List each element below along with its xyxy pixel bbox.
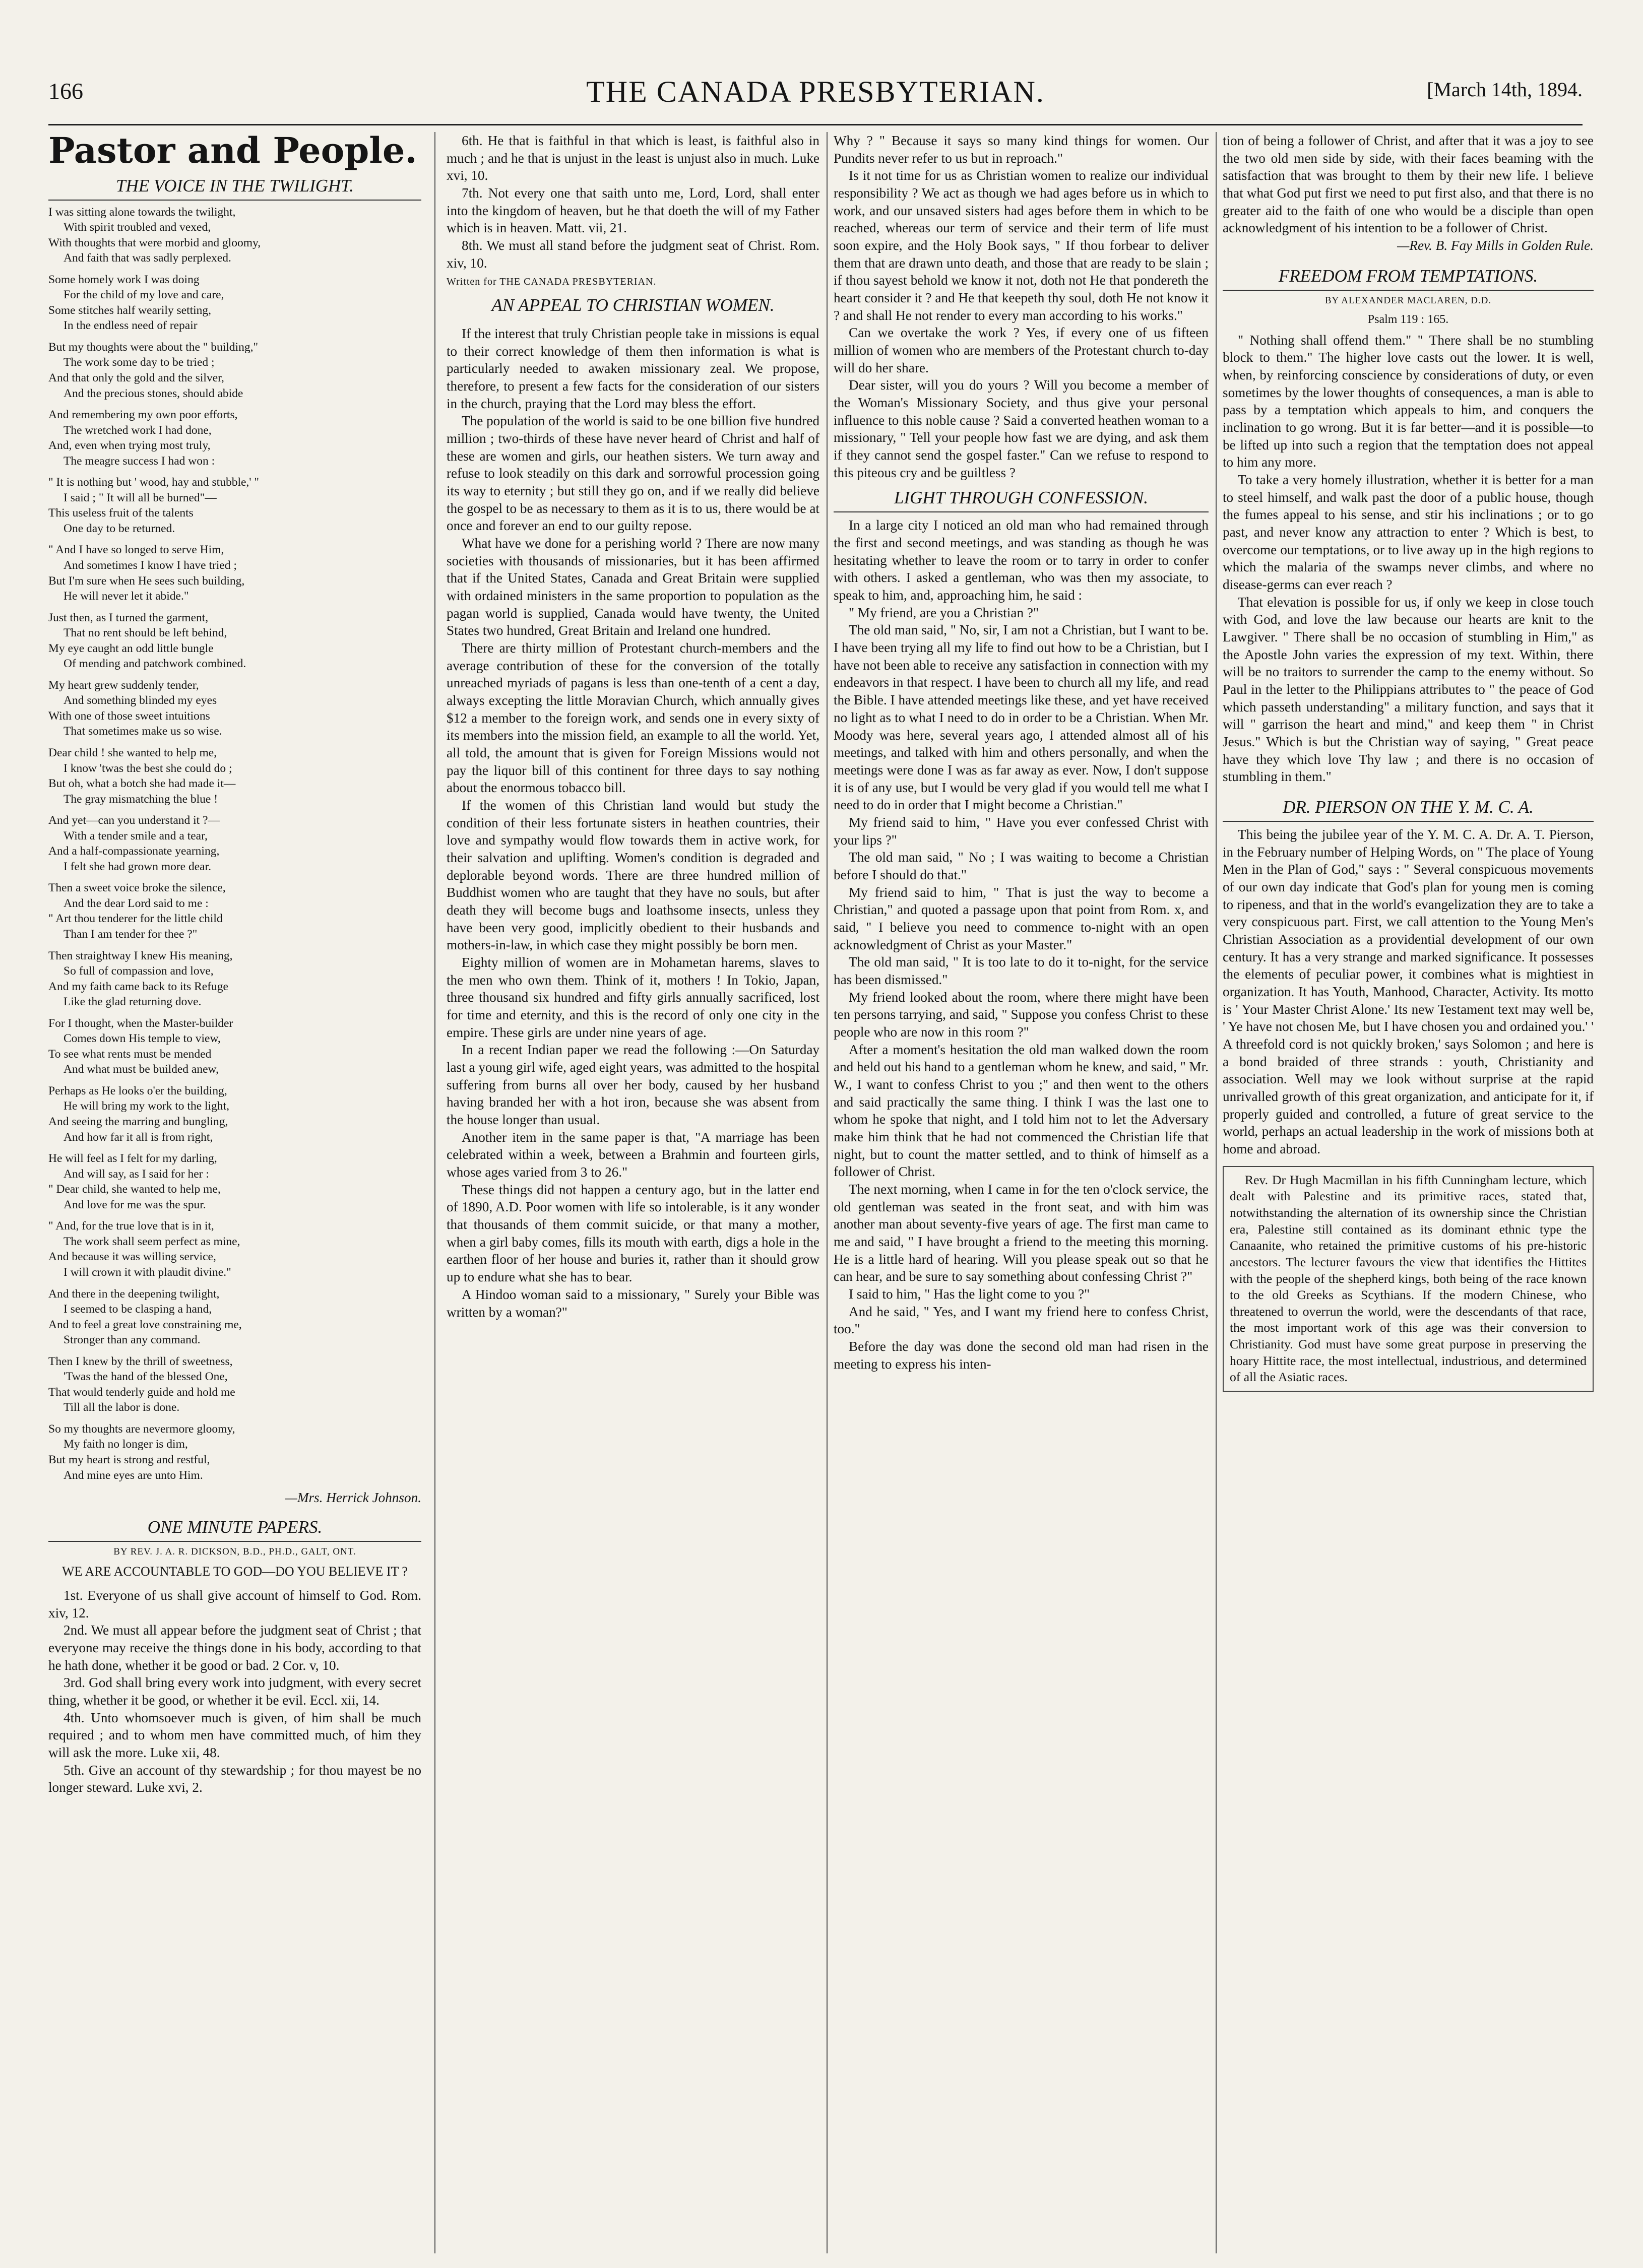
column-3 (834, 132, 1209, 2256)
poem-line: Till all the labor is done. (64, 1401, 180, 1414)
poem-line: And the dear Lord said to me : (64, 896, 209, 910)
poem-line: And my faith came back to its Refuge (48, 980, 228, 993)
column-1 (48, 132, 421, 2256)
papers-title: ONE MINUTE PAPERS. (48, 1517, 421, 1542)
paragraph: That elevation is possible for us, if only we keep in close touch with God, and love the law because our hearts are knit to the Lawgiver. " There shall be no occasion of stumbling in Him," as the Apostle John varies the expression of my text. Within, there will be no traitors to surrender the camp to the enemy without. So Paul in the letter to the Philippians attributes to " the peace of God which passeth understanding" a military function, and says that it will " garrison the heart and mind," and keep them " in Christ Jesus." Which is but the Christian way of saying, " Great peace have they which love Thy law ; and there is no occasion of stumbling in them." (1223, 594, 1594, 785)
poem-line: Then I knew by the thrill of sweetness, (48, 1354, 233, 1368)
poem-line: Then a sweet voice broke the silence, (48, 881, 226, 895)
paragraph: This being the jubilee year of the Y. M. C. A. Dr. A. T. Pierson, in the February number of Helping Words, on " The place of Young Men in the Plan of God," says : " Several conspicuous movements of our own day indicate that God's plan for young men is coming to ripeness, and that in the world's evangelization they are to take a very conspicuous part. First, we call attention to the Young Men's Christian Association as a providential development of our own century. It has a very strange and marked significance. It possesses the elements of peculiar power, it combines what is mightiest in organization. It has Youth, Manhood, Character, Activity. Its motto is ' Your Master Christ Alone.' Its new Testament text may well be, ' Ye have not chosen Me, but I have chosen you and ordained you.' ' A threefold cord is not quickly broken,' says Solomon ; and here is a bond braided of three strands : youth, Christianity and association. Well may we look without surprise at the rapid unrivalled growth of this great organization, and anticipate for it, if properly guided and controlled, a future of great service to the world, perhaps an actual leadership in the work of missions both at home and abroad. (1223, 826, 1594, 1157)
psalm-reference: Psalm 119 : 165. (1367, 312, 1449, 326)
poem-line: For the child of my love and care, (64, 288, 224, 302)
paragraph: And he said, " Yes, and I want my friend here to confess Christ, too." (834, 1304, 1209, 1337)
poem (48, 205, 421, 1483)
poem-line: I felt she had grown more dear. (64, 860, 211, 873)
poem-line: That sometimes make us so wise. (64, 725, 222, 738)
stanza (48, 948, 421, 1010)
poem-line: So full of compassion and love, (64, 964, 214, 978)
pierson-title: DR. PIERSON ON THE Y. M. C. A. (1223, 797, 1594, 822)
paragraph: 7th. Not every one that saith unto me, Lord, Lord, shall enter into the kingdom of heaven, but he that doeth the will of my Father which is in heaven. Matt. vii, 21. (447, 185, 819, 236)
stanza (48, 1083, 421, 1145)
appeal-title: AN APPEAL TO CHRISTIAN WOMEN. (491, 295, 775, 315)
paragraph: There are thirty million of Protestant church-members and the average contribution of these for the conversion of the totally unreached myriads of pagans is less than one-tenth of a cent a day, always excepting the little Moravian Church, which annually gives $12 a member to the foreign work, and sends one in every sixty of its members into the mission field, an example to all the world. Yet, all told, the amount that is given for Foreign Missions would not pay the liquor bill of this continent for three days to say nothing about the enormous tobacco bill. (447, 640, 819, 796)
stanza (48, 610, 421, 672)
macmillan-box (1223, 1166, 1594, 1392)
poem-line: 'Twas the hand of the blessed One, (64, 1370, 228, 1384)
poem-line: And a half-compassionate yearning, (48, 845, 220, 858)
stanza (48, 813, 421, 874)
poem-line: And how far it all is from right, (64, 1130, 213, 1144)
paragraph: These things did not happen a century ago, but in the latter end of 1890, A.D. Poor women with life so intolerable, is it any wonder that thousands of them commit suicide, or that many a mother, when a girl baby comes, fills its mouth with earth, digs a hole in the earthen floor of her house and buries it, rather than it should grow up to endure what she has to bear. (447, 1182, 819, 1285)
poem-line: And seeing the marring and bungling, (48, 1115, 228, 1129)
paragraph: The next morning, when I came in for the ten o'clock service, the old gentleman was seated in the front seat, and with him was another man about seventy-five years of age. The first man came to me and said, " I have brought a friend to the meeting this morning. He is a little hard of hearing. Will you please speak out so that he can hear, and be sure to say something about confessing Christ ?" (834, 1181, 1209, 1284)
poem-line: So my thoughts are nevermore gloomy, (48, 1422, 235, 1436)
poem-line: " And, for the true love that is in it, (48, 1219, 214, 1233)
stanza (48, 1286, 421, 1348)
poem-line: My faith no longer is dim, (64, 1438, 188, 1451)
poem-signature: —Mrs. Herrick Johnson. (285, 1490, 421, 1506)
papers-caption: WE ARE ACCOUNTABLE TO GOD—DO YOU BELIEVE IT ? (62, 1564, 408, 1579)
poem-line: But I'm sure when He sees such building, (48, 574, 245, 588)
issue-date: [March 14th, 1894. (1427, 78, 1583, 101)
poem-line: With thoughts that were morbid and gloomy, (48, 236, 261, 249)
poem-line: But my thoughts were about the " building," (48, 340, 259, 354)
paragraph: Can we overtake the work ? Yes, if every one of us fifteen million of women who are members of the Protestant church to-day will do her share. (834, 325, 1209, 375)
poem-line: That would tenderly guide and hold me (48, 1385, 235, 1399)
stanza (48, 205, 421, 266)
paragraph: In a recent Indian paper we read the following :—On Saturday last a young girl wife, aged eight years, was admitted to the hospital suffering from burns all over her body, caused by her husband having branded her with a hot iron, because she was absent from the house longer than usual. (447, 1042, 819, 1128)
poem-line: And what must be builded anew, (64, 1063, 219, 1076)
stanza (48, 1016, 421, 1077)
paragraph: 2nd. We must all appear before the judgment seat of Christ ; that everyone may receive the things done in his body, according to that he hath done, whether it be good or bad. 2 Cor. v, 10. (48, 1623, 421, 1673)
newspaper-title: THE CANADA PRESBYTERIAN. (586, 75, 1045, 108)
column-divider (434, 132, 435, 2253)
paragraph: The population of the world is said to be one billion five hundred million ; two-thirds of these have never heard of Christ and half of these are women and girls, our heathen sisters. We turn away and refuse to look steadily on this dark and sorrowful procession going its way to eternity ; but still they go on, and if we really did believe the gospel to be as necessary to them as it is to us, there would be at once and forever an end to our guilty repose. (447, 413, 819, 534)
freedom-byline: BY ALEXANDER MACLAREN, D.D. (1324, 295, 1492, 306)
department-heading: Pastor and People. (48, 132, 417, 171)
paragraph: 8th. We must all stand before the judgment seat of Christ. Rom. xiv, 10. (447, 238, 819, 271)
poem-line: And something blinded my eyes (64, 694, 217, 707)
paragraph: My friend said to him, " That is just the way to become a Christian," and quoted a passage upon that point from Rom. x, and said, " I believe you need to commence to-night with an open acknowledgment of Christ as your Master." (834, 884, 1209, 952)
paragraph: Why ? " Because it says so many kind things for women. Our Pundits never refer to us but in reproach." (834, 133, 1209, 166)
stanza (48, 745, 421, 807)
poem-line: I seemed to be clasping a hand, (64, 1303, 212, 1316)
papers-list (48, 1587, 421, 1796)
poem-line: And the precious stones, should abide (64, 386, 243, 400)
poem-line: One day to be returned. (64, 522, 175, 535)
poem-line: I was sitting alone towards the twilight, (48, 205, 236, 219)
poem-line: But my heart is strong and restful, (48, 1453, 210, 1466)
poem-line: Of mending and patchwork combined. (64, 657, 246, 671)
poem-line: That no rent should be left behind, (64, 626, 227, 640)
paragraph: tion of being a follower of Christ, and after that it was a joy to see the two old men side by side, with their faces beaming with the satisfaction that was brought to them by their new life. I believe that what God put first we need to put first also, and that there is no greater aid to the faith of one who would be a disciple than open acknowledgment of his intention to be a follower of Christ. (1223, 133, 1594, 236)
poem-line: In the endless need of repair (64, 319, 198, 333)
paragraph: If the women of this Christian land would but study the condition of their less fortunate sisters in heathen countries, their love and sympathy would flow towards them in active work, for their salvation and uplifting. Women's condition is degraded and deplorable beyond words. There are three hundred million of Buddhist women who are taught that they have no souls, but after death they will become bugs and loathsome insects, unless they have been very good, implicitly obedient to their husbands and mothers-in-law, in which case they might possibly be born men. (447, 798, 819, 953)
poem-line: I know 'twas the best she could do ; (64, 761, 232, 775)
poem-line: Dear child ! she wanted to help me, (48, 746, 217, 759)
poem-line: And because it was willing service, (48, 1250, 216, 1264)
paragraph: My friend looked about the room, where there might have been ten persons tarrying, and said, " Suppose you confess Christ to these people who are now in this room ?" (834, 989, 1209, 1040)
paragraph: The old man said, " No ; I was waiting to become a Christian before I should do that." (834, 850, 1209, 882)
paragraph: 6th. He that is faithful in that which is least, is faithful also in much ; and he that is unjust in the least is unjust also in much. Luke xvi, 10. (447, 133, 819, 183)
paragraph: The old man said, " It is too late to do it to-night, for the service has been dismissed." (834, 954, 1209, 987)
paragraph: To take a very homely illustration, whether it is better for a man to steel himself, and walk past the door of a public house, though the fumes appeal to his sense, and stir his inclinations ; or to go past, and never know any attraction to enter ? Which is best, to overcome our temptations, or to live away up in the high regions to which the malaria of the swamps never climbs, and where no disease-germs can ever reach ? (1223, 472, 1594, 592)
paragraph: The old man said, " No, sir, I am not a Christian, but I want to be. I have been trying all my life to find out how to be a Christian, but I have not been able to receive any satisfaction in connection with my endeavors in that respect. I have been to church all my life, and read the Bible. I have attended meetings like these, and yet have received no light as to what I need to do in order to be a Christian. When Mr. Moody was here, several years ago, I attended almost all of his meetings, and talked with him and others personally, and when the meetings were done I was as far away as ever. Now, I don't suppose it is of any use, but I would be very glad if you would tell me what I need to do in order that I might become a Christian." (834, 622, 1209, 813)
poem-line: With one of those sweet intuitions (48, 709, 210, 723)
masthead-rule (48, 124, 1583, 125)
stanza (48, 407, 421, 469)
column-divider (827, 132, 828, 2253)
poem-line: This useless fruit of the talents (48, 506, 194, 520)
paragraph: If the interest that truly Christian people take in missions is equal to their correct knowledge of them then information is what is particularly needed to awaken missionary zeal. We propose, therefore, to present a few facts for the consideration of our sisters in the church, praying that the Lord may bless the effort. (447, 326, 819, 411)
paragraph: Eighty million of women are in Mohametan harems, slaves to the men who own them. Think of it, mothers ! In Tokio, Japan, three thousand six hundred and fifty girls annually sacrificed, lost for time and eternity, and this is the record of only one city in the empire. These girls are under nine years of age. (447, 955, 819, 1040)
poem-line: And remembering my own poor efforts, (48, 408, 238, 422)
stanza (48, 678, 421, 739)
paragraph: 1st. Everyone of us shall give account of himself to God. Rom. xiv, 12. (48, 1588, 421, 1621)
article-signature: —Rev. B. Fay Mills in Golden Rule. (1397, 238, 1594, 253)
stanza (48, 475, 421, 536)
poem-line: The work shall seem perfect as mine, (64, 1235, 240, 1248)
poem-line: I will crown it with plaudit divine." (64, 1265, 231, 1279)
poem-line: He will never let it abide." (64, 590, 189, 603)
poem-line: For I thought, when the Master-builder (48, 1016, 233, 1030)
poem-line: Then straightway I knew His meaning, (48, 949, 233, 962)
stanza (48, 272, 421, 334)
masthead (48, 75, 1583, 120)
paragraph: 4th. Unto whomsoever much is given, of him shall be much required ; and to whom men have committed much, of him they will ask the more. Luke xii, 48. (48, 1710, 421, 1761)
column-divider (1216, 132, 1217, 2253)
poem-line: And, even when trying most truly, (48, 439, 211, 452)
poem-line: Than I am tender for thee ?" (64, 928, 198, 941)
poem-line: Comes down His temple to view, (64, 1032, 221, 1046)
poem-line: Some stitches half wearily setting, (48, 303, 212, 317)
poem-line: Some homely work I was doing (48, 273, 200, 286)
poem-line: Stronger than any command. (64, 1333, 201, 1347)
paragraph: Is it not time for us as Christian women to realize our individual responsibility ? We act as though we had ages before us in which to work, and our unsaved sisters had ages before them in which to be reached, whereas our term of service and their term of life must soon expire, and the Holy Book says, " If thou forbear to deliver them that are drawn unto death, and those that are ready to be slain ; if thou sayest behold we know it not, doth not He that pondereth the heart consider it ? and He that keepeth thy soul, doth He not know it ? and shall He not render to every man according to his works." (834, 168, 1209, 323)
paragraph: In a large city I noticed an old man who had remained through the first and second meetings, and was standing as though he was hesitating whether to leave the room or to tarry in order to confer with others. I asked a gentleman, who was then my associate, to speak to him, and, approaching him, he said : (834, 517, 1209, 603)
papers-byline: BY REV. J. A. R. DICKSON, B.D., PH.D., GALT, ONT. (113, 1546, 356, 1557)
stanza (48, 1354, 421, 1415)
poem-line: With spirit troubled and vexed, (64, 221, 211, 234)
paragraph: I said to him, " Has the light come to you ?" (849, 1286, 1090, 1302)
stanza (48, 542, 421, 604)
stanza (48, 1218, 421, 1280)
poem-line: With a tender smile and a tear, (64, 829, 208, 843)
paragraph: 3rd. God shall bring every work into judgment, with every secret thing, whether it be good, or whether it be evil. Eccl. xii, 14. (48, 1675, 421, 1708)
poem-line: And to feel a great love constraining me, (48, 1318, 242, 1331)
stanza (48, 1421, 421, 1483)
column-4 (1223, 132, 1594, 2256)
poem-line: But oh, what a botch she had made it— (48, 777, 236, 791)
poem-line: " Art thou tenderer for the little child (48, 912, 223, 926)
poem-line: " It is nothing but ' wood, hay and stubble,' " (48, 476, 259, 489)
poem-line: He will bring my work to the light, (64, 1099, 229, 1113)
column-2 (447, 132, 819, 2256)
poem-line: And faith that was sadly perplexed. (64, 251, 231, 265)
poem-line: Like the glad returning dove. (64, 995, 202, 1009)
poem-line: And love for me was the spur. (64, 1198, 206, 1211)
poem-line: " Dear child, she wanted to help me, (48, 1183, 221, 1196)
poem-line: My eye caught an odd little bungle (48, 641, 214, 655)
poem-line: And sometimes I know I have tried ; (64, 558, 237, 572)
poem-line: And mine eyes are unto Him. (64, 1468, 203, 1482)
paragraph: Rev. Dr Hugh Macmillan in his fifth Cunningham lecture, which dealt with Palestine and its primitive races, stated that, notwithstanding the alternation of its ownership since the Christian era, Palestine still contained as its dominant ethnic type the Canaanite, who retained the primitive customs of his pre-historic ancestors. The lecturer favours the view that identifies the Hittites with the people of the shepherd kings, both being of the race known to the old Greeks as Scythians. If the modern Chinese, who threatened to overrun the world, were the descendants of that race, the most important work of this age was their conversion to Christianity. God must have some great purpose in preserving the hoary Hittite race, the most intellectual, industrious, and determined of all the Asiatic races. (1230, 1172, 1587, 1385)
poem-line: My heart grew suddenly tender, (48, 678, 199, 692)
stanza (48, 1151, 421, 1212)
poem-line: Just then, as I turned the garment, (48, 611, 209, 624)
poem-title: THE VOICE IN THE TWILIGHT. (48, 175, 421, 201)
poem-line: And that only the gold and the silver, (48, 371, 224, 384)
paragraph: Before the day was done the second old man had risen in the meeting to express his inten- (834, 1339, 1209, 1372)
paragraph: My friend said to him, " Have you ever confessed Christ with your lips ?" (834, 814, 1209, 848)
paragraph: After a moment's hesitation the old man walked down the room and held out his hand to a gentleman whom he knew, and said, " Mr. W., I want to confess Christ to you ;" and then went to the others and said practically the same thing. I think I was the last one to whom he spoke that night, and I told him not to let the Adversary make him think that he had not commenced the Christian life that night, but to count the matter settled, and to think of himself as a follower of Christ. (834, 1042, 1209, 1180)
poem-line: " And I have so longed to serve Him, (48, 543, 224, 557)
paragraph: What have we done for a perishing world ? There are now many societies with thousands of missionaries, but it has been affirmed that if the United States, Canada and Great Britain were supplied with ordained ministers in the same proportion to population as the pagan world is supplied, Canada would have twenty, the United States two hundred, Great Britain and Ireland one hundred. (447, 535, 819, 638)
poem-line: And there in the deepening twilight, (48, 1287, 220, 1301)
page-number: 166 (48, 78, 83, 104)
light-title: LIGHT THROUGH CONFESSION. (834, 487, 1209, 512)
poem-line: I said ; " It will all be burned"— (64, 491, 217, 504)
poem-line: To see what rents must be mended (48, 1047, 212, 1061)
poem-line: He will feel as I felt for my darling, (48, 1152, 217, 1165)
paragraph: " Nothing shall offend them." " There shall be no stumbling block to them." The higher love casts out the lower. It is well, when, by reinforcing conscience by considerations of duty, or even sometimes by the lower thoughts of consequences, a man is able to pass by a temptation which appeals to him, and conquers the inclination to go wrong. But it is far better—and it is possible—to be lifted up into such a region that the temptation does not appeal to him any more. (1223, 332, 1594, 470)
paragraph: " My friend, are you a Christian ?" (849, 605, 1039, 620)
paragraph: Dear sister, will you do yours ? Will you become a member of the Woman's Missionary Society, and thus give your personal influence to this noble cause ? Said a converted heathen woman to a missionary, " Tell your people how fast we are dying, and ask them if they cannot send the gospel faster." Can we refuse to respond to this piteous cry and be guiltless ? (834, 377, 1209, 480)
poem-line: And will say, as I said for her : (64, 1167, 209, 1181)
paragraph: A Hindoo woman said to a missionary, " Surely your Bible was written by a woman?" (447, 1286, 819, 1320)
freedom-title: FREEDOM FROM TEMPTATIONS. (1223, 266, 1594, 291)
poem-line: The work some day to be tried ; (64, 356, 215, 369)
paragraph: Another item in the same paper is that, "A marriage has been celebrated within a week, between a Brahmin and fourteen girls, whose ages varied from 3 to 26." (447, 1129, 819, 1180)
poem-line: The gray mismatching the blue ! (64, 792, 218, 806)
poem-line: The wretched work I had done, (64, 423, 212, 437)
poem-line: And yet—can you understand it ?— (48, 814, 220, 827)
paragraph: 5th. Give an account of thy stewardship ; for thou mayest be no longer steward. Luke xvi, 2. (48, 1762, 421, 1795)
poem-line: Perhaps as He looks o'er the building, (48, 1084, 227, 1097)
stanza (48, 340, 421, 401)
written-for-note: Written for THE CANADA PRESBYTERIAN. (447, 276, 657, 288)
stanza (48, 880, 421, 942)
poem-line: The meagre success I had won : (64, 454, 215, 468)
